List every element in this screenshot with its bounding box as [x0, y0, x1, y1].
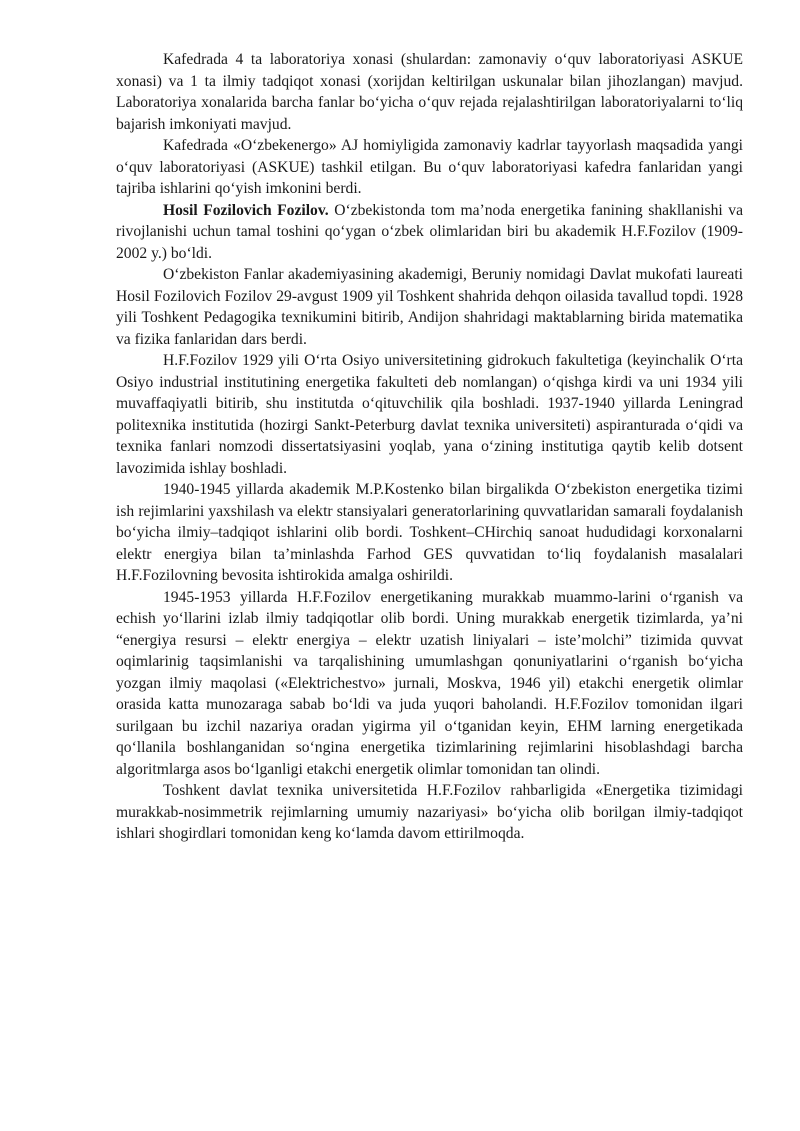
paragraph-biography: O‘zbekiston Fanlar akademiyasining akademigi, Beruniy nomidagi Davlat mukofati laureati Hosil Fozilovich Fozilov 29-avgust 1909 yil Toshkent shahrida dehqon oilasida tavallud topdi. 1928 yili Toshkent Pedagogika texnikumini bitirib, Andijon shahridagi maktablarning birida matematika va fizika fanlaridan dars berdi. [116, 266, 743, 348]
paragraph-fozilov-intro-text: O‘zbekistonda tom ma’noda energetika fanining shakllanishi va rivojlanishi uchun tamal toshini qo‘ygan o‘zbek olimlaridan biri bu akademik H.F.Fozilov (1909-2002 y.) bo‘ldi. [116, 201, 743, 262]
heading-fozilov-name: Hosil Fozilovich Fozilov. [163, 201, 329, 219]
paragraph-laboratories: Kafedrada 4 ta laboratoriya xonasi (shulardan: zamonaviy o‘quv laboratoriyasi ASKUE xonasi) va 1 ta ilmiy tadqiqot xonasi (xorijdan keltirilgan uskunalar bilan jihozlangan) mavjud. Laboratoriya xonalarida barcha fanlar bo‘yicha o‘quv rejada rejalashtirilgan laboratoriyalarni to‘liq bajarish imkoniyati mavjud. [116, 51, 743, 133]
paragraph-tdtu-research: Toshkent davlat texnika universitetida H.F.Fozilov rahbarligida «Energetika tizimidagi murakkab-nosimmetrik rejimlarning umumiy nazariyasi» bo‘yicha olib borilgan ilmiy-tadqiqot ishlari shogirdlari tomonidan keng ko‘lamda davom ettirilmoqda. [116, 782, 743, 842]
paragraph-fozilov-intro [116, 200, 743, 265]
paragraph-askue-lab: Kafedrada «O‘zbekenergo» AJ homiyligida zamonaviy kadrlar tayyorlash maqsadida yangi o‘quv laboratoriyasi (ASKUE) tashkil etilgan. Bu o‘quv laboratoriyasi kafedra fanlaridan yangi tajriba ishlarini qo‘yish imkonini berdi. [116, 137, 743, 197]
paragraph-education: H.F.Fozilov 1929 yili O‘rta Osiyo universitetining gidrokuch fakultetiga (keyinchalik O‘rta Osiyo industrial institutining energetika fakulteti deb nomlangan) o‘qishga kirdi va uni 1934 yili muvaffaqiyatli bitirib, shu institutda o‘qituvchilik qila boshladi. 1937-1940 yillarda Leningrad politexnika institutida (hozirgi Sankt-Peterburg davlat texnika universiteti) aspiranturada o‘qidi va texnika fanlari nomzodi dissertatsiyasini yoqlab, yana o‘zining institutiga qaytib kelib dotsent lavozimida ishlay boshladi. [116, 352, 743, 477]
document-page [116, 49, 743, 845]
paragraph-1940-1945: 1940-1945 yillarda akademik M.P.Kostenko bilan birgalikda O‘zbekiston energetika tizimi ish rejimlarini yaxshilash va elektr stansiyalari generatorlarining quvvatlaridan samarali foydalanish bo‘yicha ilmiy–tadqiqot ishlarini olib bordi. Toshkent–CHirchiq sanoat hududidagi korxonalarni elektr energiya bilan ta’minlashda Farhod GES quvvatidan to‘liq foydalanish masalalari H.F.Fozilovning bevosita ishtirokida amalga oshirildi. [116, 481, 743, 584]
paragraph-1945-1953: 1945-1953 yillarda H.F.Fozilov energetikaning murakkab muammo-larini o‘rganish va echish yo‘llarini izlab ilmiy tadqiqotlar olib bordi. Uning murakkab energetik tizimlarda, ya’ni “energiya resursi – elektr energiya – elektr uzatish liniyalari – iste’molchi” tizimida quvvat oqimlarinig taqsimlanishi va tarqalishining umumlashgan qonuniyatlarini o‘rganish bo‘yicha yozgan ilmiy maqolasi («Elektrichestvo» jurnali, Moskva, 1946 yil) etakchi energetik olimlar orasida katta munozaraga sabab bo‘ldi va juda yuqori baholandi. H.F.Fozilov tomonidan ilgari surilgaan bu izchil nazariya oradan yigirma yil o‘tganidan keyin, EHM larning energetikada qo‘llanila boshlanganidan so‘ngina energetika tizimlarining rejimlarini hisoblashdagi barcha algoritmlarga asos bo‘lganligi etakchi energetik olimlar tomonidan tan olindi. [116, 588, 743, 778]
